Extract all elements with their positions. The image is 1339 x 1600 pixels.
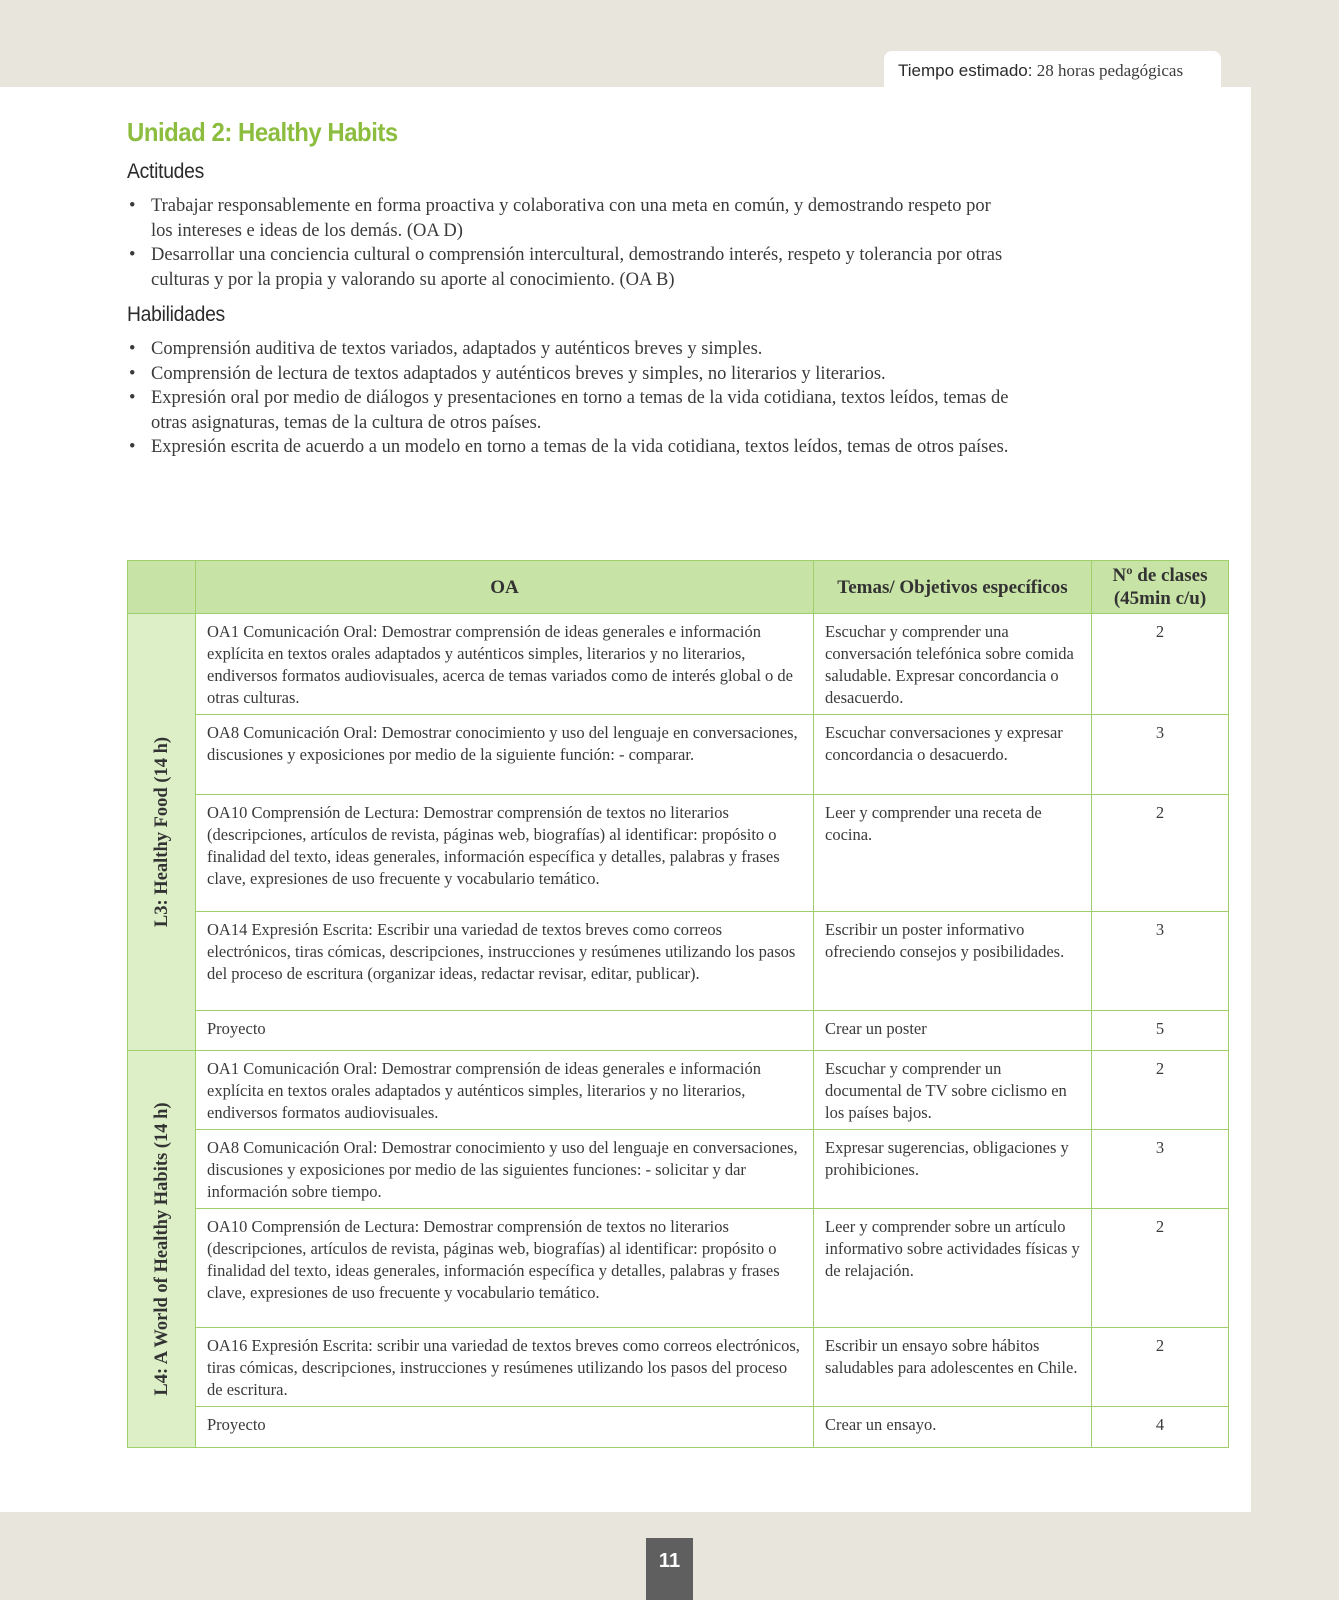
- clases-cell: 5: [1092, 1011, 1229, 1051]
- table-header-row: [128, 561, 1229, 614]
- oa-cell: OA16 Expresión Escrita: scribir una variedad de textos breves como correos electrónicos, tiras cómicas, descripciones, instrucciones y resúmenes utilizando los pasos del proceso de escritura.: [196, 1328, 814, 1407]
- actitudes-item: • Desarrollar una conciencia cultural o comprensión intercultural, demostrando interés, respeto y tolerancia por otras culturas y por la propia y valorando su aporte al conocimiento. (OA B): [127, 243, 1007, 292]
- table-row: [128, 1209, 1229, 1328]
- page-number: 11: [646, 1538, 693, 1600]
- clases-cell: 3: [1092, 1130, 1229, 1209]
- oa-cell: OA8 Comunicación Oral: Demostrar conocimiento y uso del lenguaje en conversaciones, discusiones y exposiciones por medio de las siguientes funciones: - solicitar y dar información sobre tiempo.: [196, 1130, 814, 1209]
- header-temas: Temas/ Objetivos específicos: [814, 561, 1092, 614]
- table-row: [128, 912, 1229, 1011]
- header-clases-line2: (45min c/u): [1113, 588, 1207, 609]
- tema-cell: Expresar sugerencias, obligaciones y prohibiciones.: [814, 1130, 1092, 1209]
- table-row: [128, 795, 1229, 912]
- time-label: Tiempo estimado:: [898, 61, 1033, 80]
- table-row: [128, 1051, 1229, 1130]
- unit-title: Unidad 2: Healthy Habits: [127, 117, 398, 147]
- oa-cell: OA1 Comunicación Oral: Demostrar comprensión de ideas generales e información explícita en textos orales adaptados y auténticos simples, literarios y no literarios, endiversos formatos audiovisuales, acerca de temas variados como de interés global o de otras culturas.: [196, 614, 814, 715]
- clases-cell: 2: [1092, 1328, 1229, 1407]
- tema-cell: Leer y comprender sobre un artículo informativo sobre actividades físicas y de relajación.: [814, 1209, 1092, 1328]
- tema-cell: Leer y comprender una receta de cocina.: [814, 795, 1092, 912]
- unit-label-l4: L4: A World of Healthy Habits (14 h): [151, 1102, 172, 1396]
- oa-cell: OA8 Comunicación Oral: Demostrar conocimiento y uso del lenguaje en conversaciones, discusiones y exposiciones por medio de la siguiente función: - comparar.: [196, 715, 814, 795]
- table-row: [128, 1328, 1229, 1407]
- clases-cell: 2: [1092, 1209, 1229, 1328]
- oa-cell: OA1 Comunicación Oral: Demostrar comprensión de ideas generales e información explícita en textos orales adaptados y auténticos simples, literarios y no literarios, endiversos formatos audiovisuales.: [196, 1051, 814, 1130]
- header-oa: OA: [196, 561, 814, 614]
- unit-label-cell: [128, 614, 196, 1051]
- table-row: [128, 1011, 1229, 1051]
- unit-label-cell: [128, 1051, 196, 1448]
- time-value: 28 horas pedagógicas: [1036, 61, 1184, 80]
- oa-cell: Proyecto: [196, 1011, 814, 1051]
- oa-cell: Proyecto: [196, 1407, 814, 1448]
- unit-label-l3: L3: Healthy Food (14 h): [151, 736, 172, 928]
- table-row: [128, 614, 1229, 715]
- clases-cell: 2: [1092, 614, 1229, 715]
- habilidades-heading: Habilidades: [127, 303, 225, 326]
- tema-cell: Crear un ensayo.: [814, 1407, 1092, 1448]
- tema-cell: Escuchar y comprender un documental de TV sobre ciclismo en los países bajos.: [814, 1051, 1092, 1130]
- oa-cell: OA10 Comprensión de Lectura: Demostrar comprensión de textos no literarios (descripciones, artículos de revista, páginas web, biografías) al identificar: propósito o finalidad del texto, ideas generales, información específica y detalles, palabras y frases clave, expresiones de uso frecuente y vocabulario temático.: [196, 1209, 814, 1328]
- actitudes-heading: Actitudes: [127, 160, 204, 183]
- estimated-time-tab: [884, 51, 1221, 87]
- oa-cell: OA14 Expresión Escrita: Escribir una variedad de textos breves como correos electrónicos, tiras cómicas, descripciones, instrucciones y resúmenes utilizando los pasos del proceso de escritura (organizar ideas, redactar revisar, editar, publicar).: [196, 912, 814, 1011]
- oa-cell: OA10 Comprensión de Lectura: Demostrar comprensión de textos no literarios (descripciones, artículos de revista, páginas web, biografías) al identificar: propósito o finalidad del texto, ideas generales, información específica y detalles, palabras y frases clave, expresiones de uso frecuente y vocabulario temático.: [196, 795, 814, 912]
- habilidades-item: • Comprensión de lectura de textos adaptados y auténticos breves y simples, no literarios y literarios.: [127, 362, 1022, 387]
- table-row: [128, 1130, 1229, 1209]
- tema-cell: Escribir un poster informativo ofreciendo consejos y posibilidades.: [814, 912, 1092, 1011]
- header-corner-cell: [128, 561, 196, 614]
- habilidades-item: • Comprensión auditiva de textos variados, adaptados y auténticos breves y simples.: [127, 337, 1022, 362]
- clases-cell: 2: [1092, 1051, 1229, 1130]
- tema-cell: Escuchar conversaciones y expresar concordancia o desacuerdo.: [814, 715, 1092, 795]
- habilidades-item: • Expresión escrita de acuerdo a un modelo en torno a temas de la vida cotidiana, textos leídos, temas de otros países.: [127, 435, 1022, 460]
- table-row: [128, 715, 1229, 795]
- clases-cell: 4: [1092, 1407, 1229, 1448]
- tema-cell: Crear un poster: [814, 1011, 1092, 1051]
- habilidades-list: [127, 337, 1022, 460]
- table-row: [128, 1407, 1229, 1448]
- header-clases-line1: Nº de clases: [1112, 565, 1208, 586]
- actitudes-item: • Trabajar responsablemente en forma proactiva y colaborativa con una meta en común, y demostrando respeto por los intereses e ideas de los demás. (OA D): [127, 194, 1007, 243]
- clases-cell: 3: [1092, 715, 1229, 795]
- header-clases: [1092, 561, 1229, 614]
- clases-cell: 2: [1092, 795, 1229, 912]
- actitudes-list: [127, 194, 1007, 292]
- tema-cell: Escribir un ensayo sobre hábitos saludables para adolescentes en Chile.: [814, 1328, 1092, 1407]
- habilidades-item: • Expresión oral por medio de diálogos y presentaciones en torno a temas de la vida cotidiana, textos leídos, temas de otras asignaturas, temas de la cultura de otros países.: [127, 386, 1022, 435]
- oa-table: [127, 560, 1229, 1448]
- tema-cell: Escuchar y comprender una conversación telefónica sobre comida saludable. Expresar concordancia o desacuerdo.: [814, 614, 1092, 715]
- clases-cell: 3: [1092, 912, 1229, 1011]
